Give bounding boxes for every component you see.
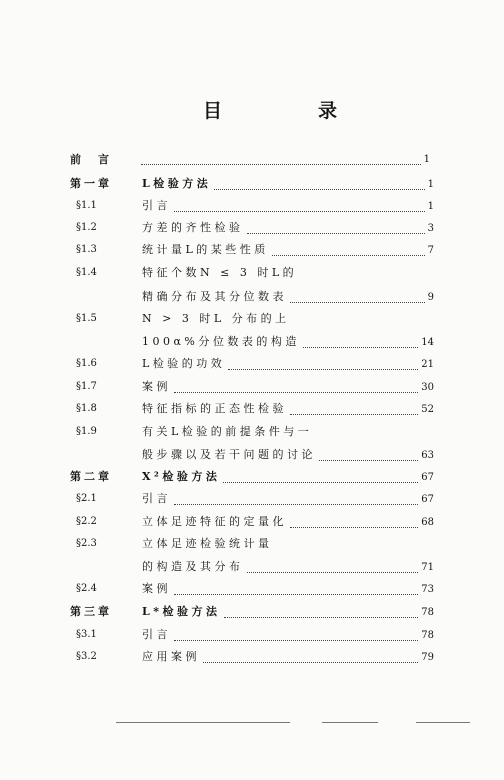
toc-row [0, 379, 504, 395]
chapter-label: 第一章 [70, 177, 112, 190]
toc-entry[interactable] [142, 176, 434, 193]
dot-leader [174, 593, 418, 595]
toc-row [0, 627, 504, 643]
dot-leader [174, 210, 425, 212]
page-number: 3 [427, 223, 434, 234]
page-number: 21 [421, 359, 434, 370]
entry-title: 100α%分位数表的构造 [142, 335, 300, 348]
entry-title: L检验的功效 [142, 357, 226, 370]
page-number: 71 [421, 562, 434, 573]
toc-row [0, 559, 504, 575]
section-number: §3.1 [76, 629, 97, 640]
page-number: 63 [421, 450, 434, 461]
dot-leader [272, 254, 425, 256]
section-number: §1.8 [76, 403, 97, 414]
entry-title: 引言 [142, 492, 171, 505]
section-number: §1.7 [76, 381, 97, 392]
toc-row [0, 220, 504, 236]
footer-rule [416, 722, 470, 723]
toc-row [0, 176, 504, 192]
section-number: §1.6 [76, 358, 97, 369]
title-char-1: 目 [203, 100, 223, 122]
section-number: §1.2 [76, 222, 97, 233]
section-number: §1.9 [76, 426, 97, 437]
toc-entry[interactable] [142, 198, 434, 215]
section-number: §1.3 [76, 244, 97, 255]
dot-leader [290, 413, 418, 415]
toc-entry[interactable] [142, 334, 434, 351]
footer-rule [322, 722, 378, 723]
toc-entry[interactable] [142, 311, 434, 327]
dot-leader [214, 188, 424, 190]
toc-entry[interactable] [142, 581, 434, 598]
entry-title: 立体足迹特征的定量化 [142, 515, 287, 528]
toc-entry[interactable] [142, 356, 434, 373]
entry-title: L检验方法 [142, 177, 212, 190]
page-number: 1 [427, 201, 434, 212]
toc-entry[interactable] [142, 242, 434, 259]
footer-rule [116, 722, 290, 723]
toc-entry[interactable] [142, 604, 434, 621]
section-number: §2.1 [76, 493, 97, 504]
toc-row [0, 447, 504, 463]
entry-title: N > 3 时L 分布的上 [142, 312, 290, 325]
entry-title: 应用案例 [142, 650, 200, 663]
section-number: §1.1 [76, 200, 97, 211]
chapter-label: 第二章 [70, 470, 112, 483]
page-number: 7 [427, 245, 434, 256]
dot-leader [290, 301, 425, 303]
entry-title: 引言 [142, 628, 171, 641]
entry-title: 有关L检验的前提条件与一 [142, 425, 313, 438]
toc-row [0, 604, 504, 620]
toc-entry[interactable] [142, 469, 434, 486]
toc-entry[interactable] [142, 447, 434, 464]
entry-title: X²检验方法 [142, 470, 221, 483]
page-number: 1 [423, 154, 430, 165]
entry-title: 引言 [142, 199, 171, 212]
dot-leader [303, 346, 418, 348]
toc-entry[interactable] [142, 220, 434, 237]
dot-leader [247, 571, 419, 573]
toc-row [0, 649, 504, 665]
toc-row [0, 265, 504, 281]
toc-row [0, 491, 504, 507]
toc-row [0, 469, 504, 485]
section-number: §1.4 [76, 267, 97, 278]
page-number: 67 [421, 494, 434, 505]
page-number: 52 [421, 404, 434, 415]
section-number: §2.4 [76, 583, 97, 594]
toc-row [0, 334, 504, 350]
entry-title: 方差的齐性检验 [142, 221, 244, 234]
toc-entry[interactable] [142, 289, 434, 306]
entry-title: 特征指标的正态性检验 [142, 402, 287, 415]
dot-leader [174, 639, 418, 641]
toc-row [0, 289, 504, 305]
toc-row [0, 311, 504, 327]
entry-title: 案例 [142, 582, 171, 595]
page-number: 14 [421, 337, 434, 348]
entry-title: 案例 [142, 380, 171, 393]
toc-entry[interactable] [138, 152, 430, 168]
page-number: 78 [421, 607, 434, 618]
entry-title: 精确分布及其分位数表 [142, 290, 287, 303]
dot-leader [224, 616, 419, 618]
dot-leader [174, 503, 418, 505]
page-number: 30 [421, 382, 434, 393]
entry-title: 般步骤以及若干问题的讨论 [142, 448, 316, 461]
dot-leader [290, 526, 418, 528]
dot-leader [203, 661, 418, 663]
toc-entry[interactable] [142, 401, 434, 418]
section-number: §3.2 [76, 651, 97, 662]
page-number: 68 [421, 517, 434, 528]
toc-row [0, 242, 504, 258]
page-number: 73 [421, 584, 434, 595]
toc-row [0, 514, 504, 530]
toc-row [0, 152, 504, 168]
chapter-label: 第三章 [70, 605, 112, 618]
toc-entry[interactable] [142, 265, 434, 281]
dot-leader [141, 163, 421, 165]
toc-row [0, 424, 504, 440]
page-number: 78 [421, 630, 434, 641]
toc-row [0, 536, 504, 552]
dot-leader [223, 481, 418, 483]
dot-leader [174, 391, 418, 393]
section-number: §2.2 [76, 516, 97, 527]
entry-title: 特征个数N ≤ 3 时L的 [142, 266, 298, 279]
page-number: 79 [421, 652, 434, 663]
toc-entry[interactable] [142, 649, 434, 666]
dot-leader [228, 368, 418, 370]
title-char-2: 录 [318, 100, 338, 122]
toc-row [0, 581, 504, 597]
entry-title: 的构造及其分布 [142, 560, 244, 573]
toc-entry[interactable] [142, 424, 434, 440]
toc-entry[interactable] [142, 536, 434, 552]
toc-entry[interactable] [142, 627, 434, 644]
entry-title: 统计量L的某些性质 [142, 243, 269, 256]
page-number: 67 [421, 472, 434, 483]
toc-row [0, 198, 504, 214]
page-number: 9 [427, 292, 434, 303]
toc-entry[interactable] [142, 559, 434, 576]
dot-leader [319, 459, 418, 461]
toc-row [0, 356, 504, 372]
toc-entry[interactable] [142, 491, 434, 508]
section-number: §2.3 [76, 538, 97, 549]
entry-title: L*检验方法 [142, 605, 221, 618]
toc-row [0, 401, 504, 417]
toc-entry[interactable] [142, 379, 434, 396]
entry-title: 立体足迹检验统计量 [142, 537, 273, 550]
dot-leader [247, 232, 425, 234]
toc-entry[interactable] [142, 514, 434, 531]
chapter-label: 前 言 [70, 153, 112, 166]
page-number: 1 [427, 179, 434, 190]
section-number: §1.5 [76, 313, 97, 324]
